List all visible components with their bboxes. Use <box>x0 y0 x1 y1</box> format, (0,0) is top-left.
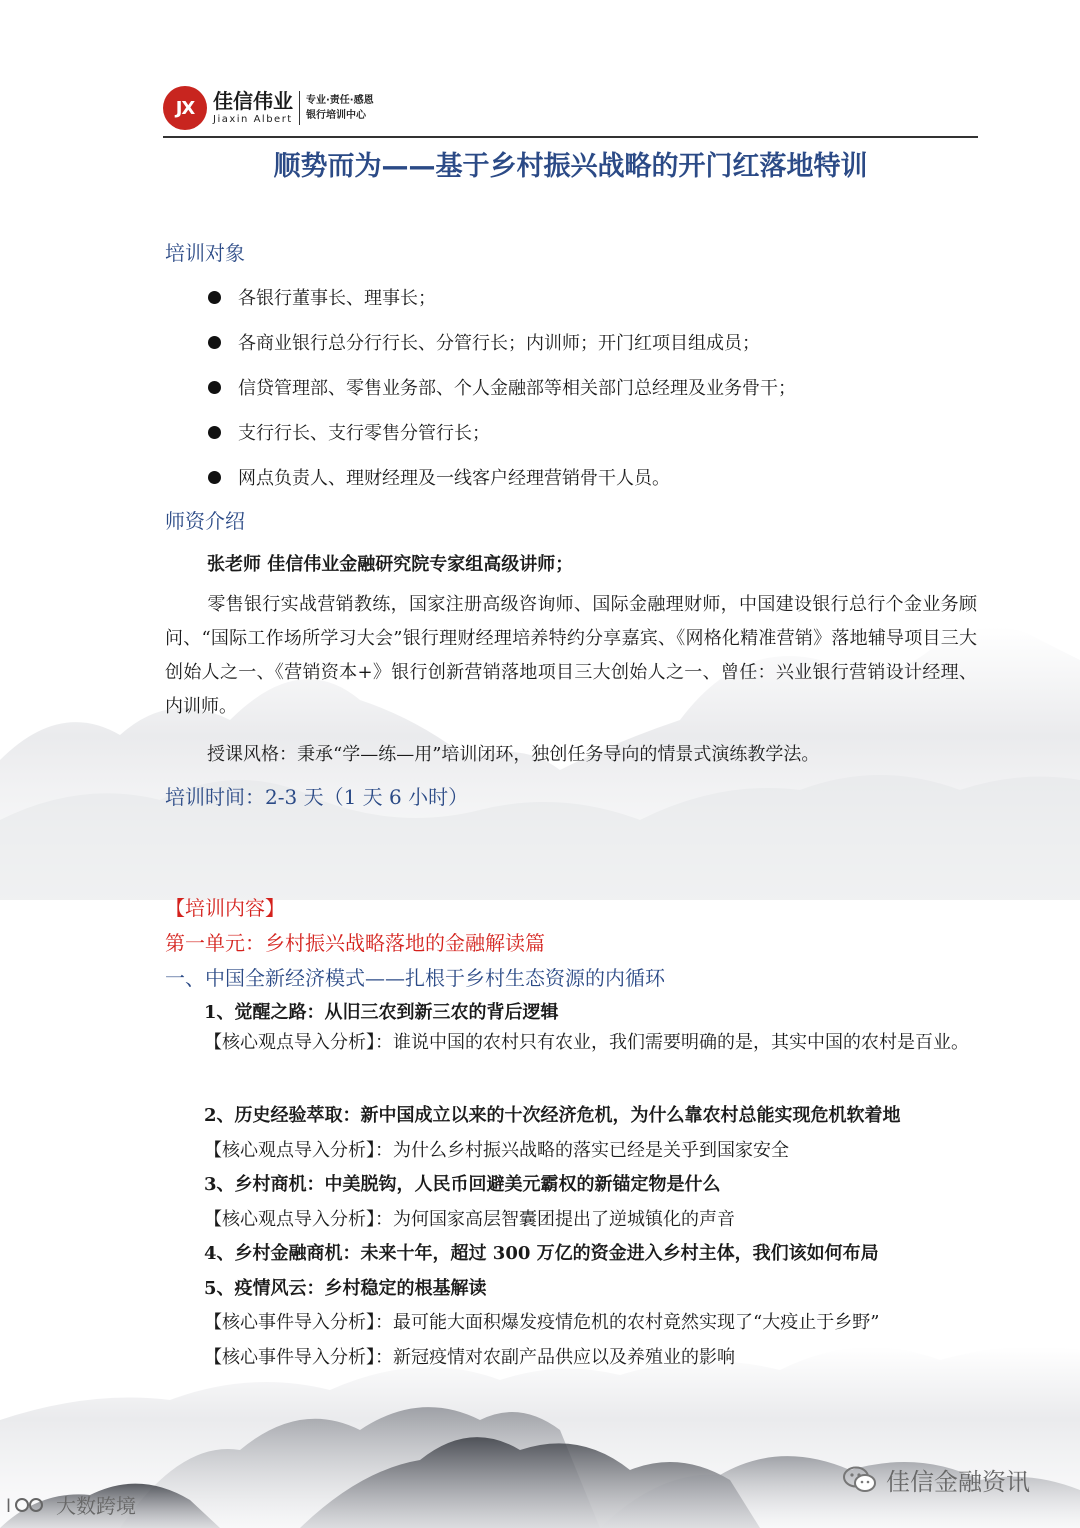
company-logo <box>163 86 374 130</box>
svg-text:l: l <box>6 1495 12 1517</box>
content-item-note: 【核心观点导入分析】：为什么乡村振兴战略的落实已经是关乎到国家安全 <box>204 1140 789 1161</box>
teacher-name-line: 张老师 佳信伟业金融研究院专家组高级讲师； <box>207 554 574 575</box>
content-item-title: 1、觉醒之路：从旧三农到新三农的背后逻辑 <box>204 1002 559 1023</box>
bullet-icon <box>208 336 221 349</box>
content-heading: 【培训内容】 <box>165 896 285 920</box>
section-heading: 一、中国全新经济模式——扎根于乡村生态资源的内循环 <box>165 966 665 990</box>
logo-wordmark <box>213 91 293 125</box>
header-divider <box>163 136 978 138</box>
bullet-icon <box>208 471 221 484</box>
logo-tagline <box>306 93 374 123</box>
teacher-bio <box>165 588 977 724</box>
tagline-line-2: 银行培训中心 <box>306 110 366 121</box>
list-item <box>208 464 670 490</box>
logo-divider <box>299 91 300 125</box>
wechat-icon <box>842 1465 878 1495</box>
audience-item: 信贷管理部、零售业务部、个人金融部等相关部门总经理及业务骨干； <box>238 378 796 399</box>
content-item-title: 3、乡村商机：中美脱钩，人民币回避美元霸权的新锚定物是什么 <box>204 1174 721 1195</box>
logo-mark-icon: JX <box>163 86 207 130</box>
brand-name-cn: 佳信伟业 <box>213 89 293 113</box>
content-item-note: 【核心观点导入分析】：谁说中国的农村只有农业，我们需要明确的是，其实中国的农村是百业。 <box>204 1032 969 1053</box>
audience-heading: 培训对象 <box>165 241 245 265</box>
content-item-title: 4、乡村金融商机：未来十年，超过 300 万亿的资金进入乡村主体，我们该如何布局 <box>204 1243 879 1264</box>
teacher-heading: 师资介绍 <box>165 509 245 533</box>
teacher-bio-text: 零售银行实战营销教练，国家注册高级咨询师、国际金融理财师，中国建设银行总行个金业务顾问、“国际工作场所学习大会”银行理财经理培养特约分享嘉宾、《网格化精准营销》落地辅导项目三大创始人之一、《营销资本+》银行创新营销落地项目三大创始人之一、曾任：兴业银行营销设计经理、内训师。 <box>165 594 977 717</box>
teaching-style: 授课风格：秉承“学—练—用”培训闭环，独创任务导向的情景式演练教学法。 <box>207 744 820 765</box>
list-item <box>208 284 436 310</box>
content-item-title: 2、历史经验萃取：新中国成立以来的十次经济危机，为什么靠农村总能实现危机软着地 <box>204 1105 901 1126</box>
content-item-note: 【核心观点导入分析】：为何国家高层智囊团提出了逆城镇化的声音 <box>204 1209 735 1230</box>
training-duration: 培训时间：2-3 天（1 天 6 小时） <box>165 785 469 809</box>
audience-item: 网点负责人、理财经理及一线客户经理营销骨干人员。 <box>238 468 670 489</box>
bullet-icon <box>208 426 221 439</box>
content-item-note: 【核心事件导入分析】：新冠疫情对农副产品供应以及养殖业的影响 <box>204 1347 735 1368</box>
list-item <box>208 374 796 400</box>
list-item <box>208 329 760 355</box>
audience-item: 各银行董事长、理事长； <box>238 288 436 309</box>
watermark-left <box>6 1490 136 1519</box>
brand-name-en: Jiaxin Albert <box>213 114 293 125</box>
content-item-title: 5、疫情风云：乡村稳定的根基解读 <box>204 1278 487 1299</box>
watermark-left-text: 大数跨境 <box>56 1494 136 1518</box>
brand-icon <box>6 1493 48 1517</box>
audience-item: 支行行长、支行零售分管行长； <box>238 423 490 444</box>
bullet-icon <box>208 291 221 304</box>
content-item-note: 【核心事件导入分析】：最可能大面积爆发疫情危机的农村竟然实现了“大疫止于乡野” <box>204 1312 880 1333</box>
watermark-right <box>842 1462 1030 1497</box>
unit-heading: 第一单元：乡村振兴战略落地的金融解读篇 <box>165 931 545 955</box>
tagline-line-1: 专业·责任·感恩 <box>306 95 374 106</box>
bullet-icon <box>208 381 221 394</box>
list-item <box>208 419 490 445</box>
watermark-right-text: 佳信金融资讯 <box>886 1468 1030 1496</box>
page-title: 顺势而为——基于乡村振兴战略的开门红落地特训 <box>273 151 868 182</box>
audience-item: 各商业银行总分行行长、分管行长；内训师；开门红项目组成员； <box>238 333 760 354</box>
